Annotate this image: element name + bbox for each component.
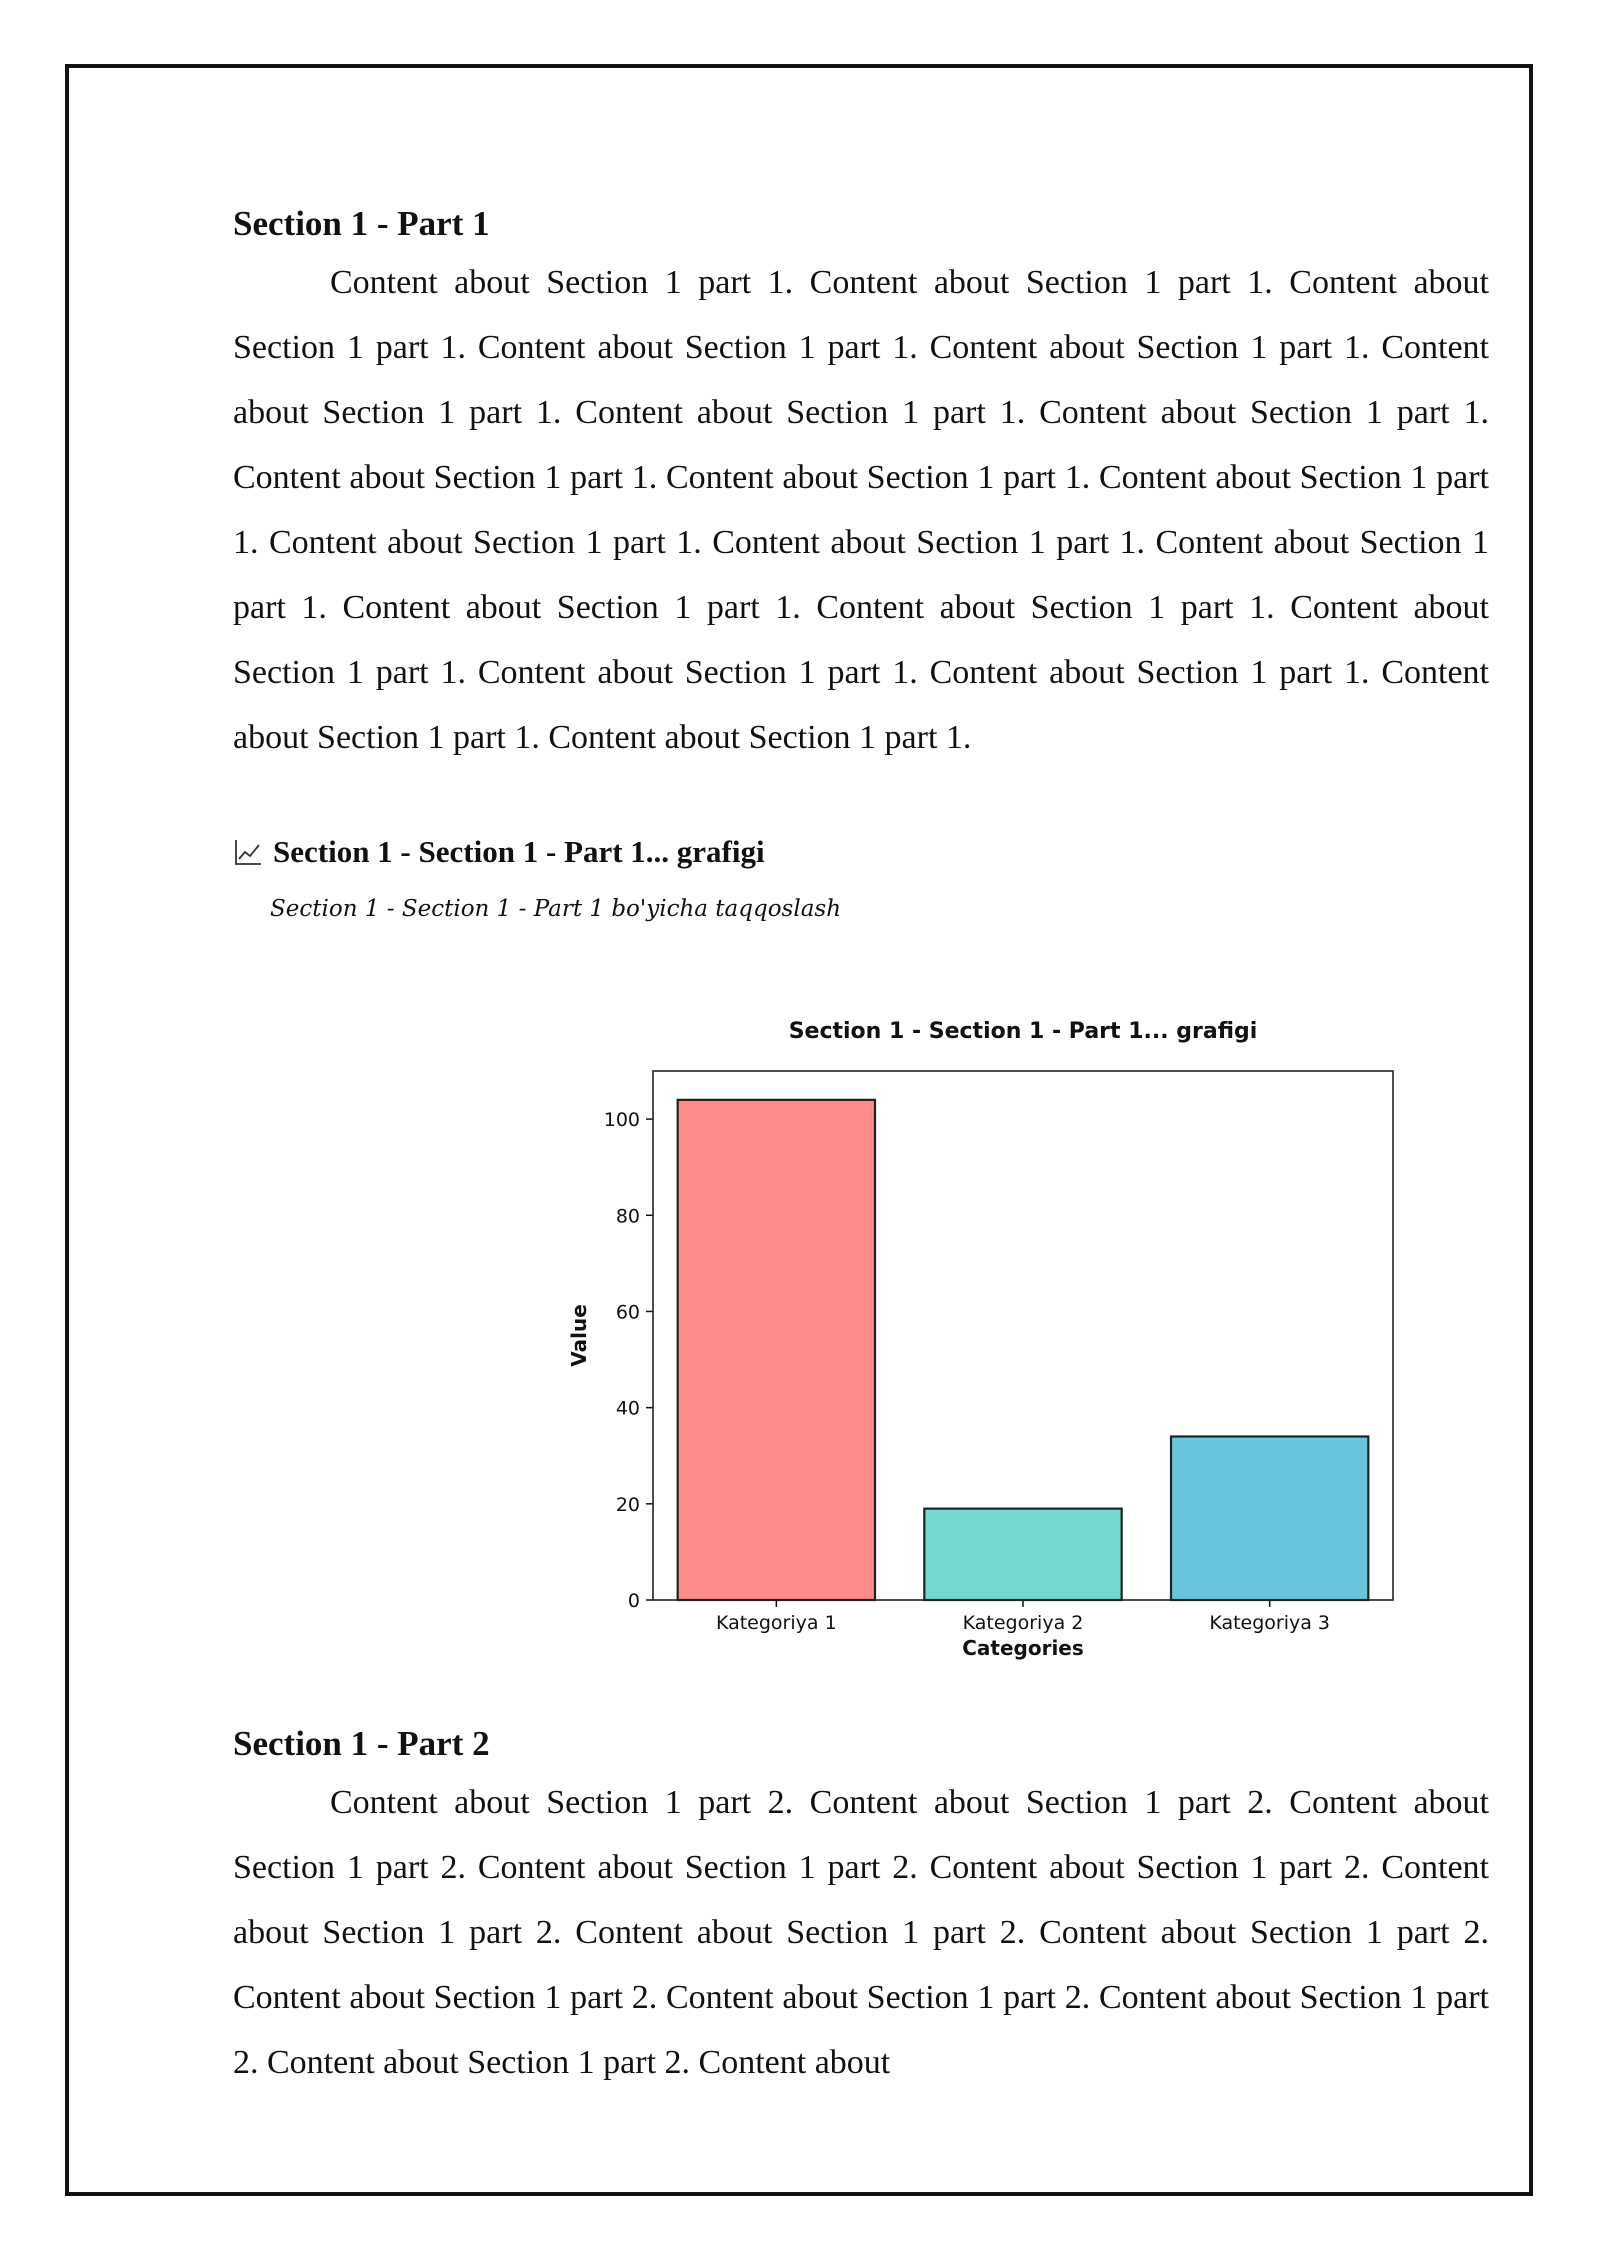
- section-heading: Section 1 - Part 1: [233, 204, 490, 243]
- x-tick-label: Kategoriya 1: [715, 1612, 837, 1634]
- y-tick-label: 100: [603, 1109, 640, 1132]
- figure-title: [233, 834, 765, 870]
- chart-line-icon: [233, 837, 263, 867]
- y-tick-label: 0: [627, 1590, 640, 1612]
- chart-title: Section 1 - Section 1 - Part 1... grafigi: [788, 1019, 1258, 1044]
- bar-chart: [453, 948, 1433, 1660]
- chart-bar: [924, 1509, 1121, 1600]
- figure-caption: Section 1 - Section 1 - Part 1 bo'yicha taqqoslash: [270, 896, 842, 922]
- section-paragraph: Content about Section 1 part 2. Content about Section 1 part 2. Content about Section 1 part 2. Content about Section 1 part 2. Content about Section 1 part 2. Content about Section 1 part 2. Content about Section 1 part 2. Content about Section 1 part 2. Content about Section 1 part 2. Content about Section 1 part 2. Content about Section 1 part 2. Content about Section 1 part 2. Content about: [233, 1784, 1489, 2081]
- bar-chart-svg: [453, 948, 1433, 1660]
- x-tick-label: Kategoriya 3: [1209, 1612, 1331, 1634]
- section-heading: Section 1 - Part 2: [233, 1724, 490, 1763]
- y-tick-label: 40: [615, 1397, 640, 1420]
- y-axis-label: Value: [567, 1304, 591, 1367]
- document-page: [65, 64, 1533, 2196]
- y-tick-label: 20: [615, 1493, 640, 1516]
- chart-bar: [1171, 1436, 1368, 1600]
- y-tick-label: 80: [615, 1205, 640, 1228]
- y-tick-label: 60: [615, 1301, 640, 1324]
- x-tick-label: Kategoriya 2: [962, 1612, 1084, 1634]
- chart-bar: [678, 1100, 875, 1600]
- x-axis-label: Categories: [962, 1636, 1084, 1660]
- section-paragraph: Content about Section 1 part 1. Content about Section 1 part 1. Content about Section 1 part 1. Content about Section 1 part 1. Content about Section 1 part 1. Content about Section 1 part 1. Content about Section 1 part 1. Content about Section 1 part 1. Content about Section 1 part 1. Content about Section 1 part 1. Content about Section 1 part 1. Content about Section 1 part 1. Content about Section 1 part 1. Content about Section 1 part 1. Content about Section 1 part 1. Content about Section 1 part 1. Content about Section 1 part 1. Content about Section 1 part 1. Content about Section 1 part 1. Content about Section 1 part 1. Content about Section 1 part 1.: [233, 264, 1489, 756]
- figure-title-text: Section 1 - Section 1 - Part 1... grafigi: [273, 834, 765, 869]
